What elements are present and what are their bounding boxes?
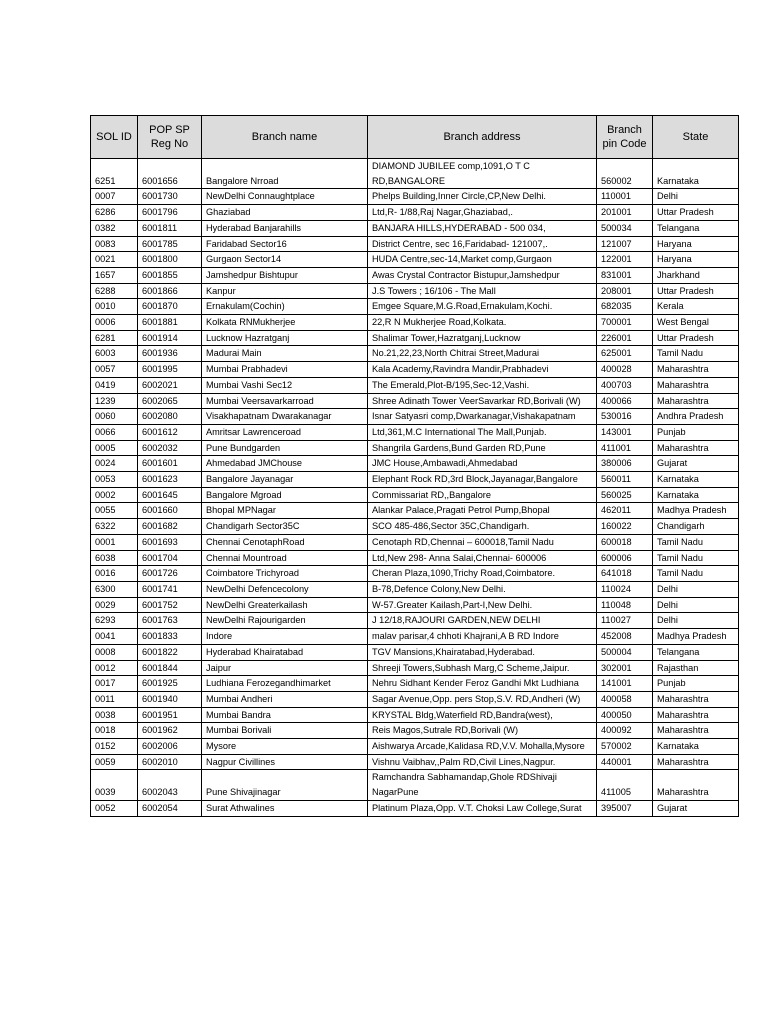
sol-id-cell: 0006 <box>91 315 138 331</box>
state-cell: Punjab <box>653 676 739 692</box>
branch-address-cell: Ltd,New 298- Anna Salai,Chennai- 600006 <box>368 550 597 566</box>
branch-name-cell: Ghaziabad <box>202 205 368 221</box>
branch-name-cell: Ludhiana Ferozegandhimarket <box>202 676 368 692</box>
branch-address-cell: Shreeji Towers,Subhash Marg,C Scheme,Jaipur. <box>368 660 597 676</box>
pop-sp-reg-no-cell: 6001623 <box>138 472 202 488</box>
table-row <box>91 377 739 393</box>
table-row <box>91 267 739 283</box>
sol-id-cell: 0021 <box>91 252 138 268</box>
branch-name-cell: Jamshedpur Bishtupur <box>202 267 368 283</box>
branch-address-cell: Shree Adinath Tower VeerSavarkar RD,Borivali (W) <box>368 393 597 409</box>
branch-address-cell: Reis Magos,Sutrale RD,Borivali (W) <box>368 723 597 739</box>
pop-sp-reg-no-cell: 6001741 <box>138 581 202 597</box>
pop-sp-reg-no-cell: 6002065 <box>138 393 202 409</box>
state-cell: Gujarat <box>653 800 739 816</box>
pop-sp-reg-no-cell: 6002021 <box>138 377 202 393</box>
pin-code-cell: 208001 <box>597 283 653 299</box>
sol-id-cell: 6003 <box>91 346 138 362</box>
table-row <box>91 205 739 221</box>
sol-id-cell: 6281 <box>91 330 138 346</box>
state-cell: Maharashtra <box>653 770 739 800</box>
branch-name-cell: NewDelhi Greaterkailash <box>202 597 368 613</box>
branch-address-cell: Nehru Sidhant Kender Feroz Gandhi Mkt Ludhiana <box>368 676 597 692</box>
pop-sp-reg-no-cell: 6001995 <box>138 362 202 378</box>
branch-address-cell: Aishwarya Arcade,Kalidasa RD,V.V. Mohalla,Mysore <box>368 739 597 755</box>
sol-id-cell: 0053 <box>91 472 138 488</box>
state-cell: Maharashtra <box>653 707 739 723</box>
state-cell: Karnataka <box>653 739 739 755</box>
state-cell: Gujarat <box>653 456 739 472</box>
pin-code-cell: 380006 <box>597 456 653 472</box>
pop-sp-reg-no-cell: 6002043 <box>138 770 202 800</box>
branch-address-cell: Ramchandra Sabhamandap,Ghole RDShivaji NagarPune <box>368 770 597 800</box>
branch-address-cell: Sagar Avenue,Opp. pers Stop,S.V. RD,Andheri (W) <box>368 691 597 707</box>
branch-address-cell: B-78,Defence Colony,New Delhi. <box>368 581 597 597</box>
branch-name-cell: Kolkata RNMukherjee <box>202 315 368 331</box>
pop-sp-reg-no-cell: 6001951 <box>138 707 202 723</box>
pop-sp-reg-no-cell: 6002054 <box>138 800 202 816</box>
branch-address-cell: BANJARA HILLS,HYDERABAD - 500 034, <box>368 220 597 236</box>
branch-name-cell: Bangalore Mgroad <box>202 487 368 503</box>
state-cell: Delhi <box>653 597 739 613</box>
pop-sp-reg-no-cell: 6001656 <box>138 159 202 189</box>
state-cell: Maharashtra <box>653 440 739 456</box>
sol-id-cell: 0419 <box>91 377 138 393</box>
pin-code-cell: 400703 <box>597 377 653 393</box>
table-row <box>91 283 739 299</box>
table-row <box>91 189 739 205</box>
branch-name-cell: Chennai CenotaphRoad <box>202 534 368 550</box>
branch-name-cell: Amritsar Lawrenceroad <box>202 424 368 440</box>
state-cell: Telangana <box>653 220 739 236</box>
pin-code-cell: 400058 <box>597 691 653 707</box>
pop-sp-reg-no-cell: 6001682 <box>138 519 202 535</box>
branch-name-cell: Pune Bundgarden <box>202 440 368 456</box>
branch-address-cell: malav parisar,4 chhoti Khajrani,A B RD Indore <box>368 629 597 645</box>
table-row <box>91 534 739 550</box>
pin-code-cell: 226001 <box>597 330 653 346</box>
table-row <box>91 472 739 488</box>
pop-sp-reg-no-cell: 6001925 <box>138 676 202 692</box>
table-row <box>91 519 739 535</box>
branch-address-cell: W-57.Greater Kailash,Part-I,New Delhi. <box>368 597 597 613</box>
pop-sp-reg-no-cell: 6001844 <box>138 660 202 676</box>
table-row <box>91 424 739 440</box>
pop-sp-reg-no-cell: 6001855 <box>138 267 202 283</box>
state-cell: Delhi <box>653 581 739 597</box>
pop-sp-reg-no-cell: 6001660 <box>138 503 202 519</box>
table-row <box>91 550 739 566</box>
pop-sp-reg-no-cell: 6001866 <box>138 283 202 299</box>
state-cell: Chandigarh <box>653 519 739 535</box>
branch-address-cell: SCO 485-486,Sector 35C,Chandigarh. <box>368 519 597 535</box>
branch-name-cell: Coimbatore Trichyroad <box>202 566 368 582</box>
state-cell: Tamil Nadu <box>653 346 739 362</box>
state-cell: Rajasthan <box>653 660 739 676</box>
branch-address-cell: The Emerald,Plot-B/195,Sec-12,Vashi. <box>368 377 597 393</box>
pin-code-cell: 201001 <box>597 205 653 221</box>
pop-sp-reg-no-cell: 6001785 <box>138 236 202 252</box>
sol-id-cell: 0001 <box>91 534 138 550</box>
branch-name-cell: Gurgaon Sector14 <box>202 252 368 268</box>
pin-code-cell: 143001 <box>597 424 653 440</box>
branch-address-cell: Cenotaph RD,Chennai – 600018,Tamil Nadu <box>368 534 597 550</box>
pin-code-cell: 160022 <box>597 519 653 535</box>
pop-sp-reg-no-cell: 6001612 <box>138 424 202 440</box>
pin-code-cell: 440001 <box>597 754 653 770</box>
sol-id-cell: 0057 <box>91 362 138 378</box>
header-row <box>91 116 739 159</box>
table-row <box>91 707 739 723</box>
branch-name-cell: Surat Athwalines <box>202 800 368 816</box>
branch-name-cell: Madurai Main <box>202 346 368 362</box>
header-pop-sp-reg-no: POP SP Reg No <box>138 116 202 159</box>
pin-code-cell: 560011 <box>597 472 653 488</box>
pop-sp-reg-no-cell: 6002032 <box>138 440 202 456</box>
table-row <box>91 346 739 362</box>
pin-code-cell: 570002 <box>597 739 653 755</box>
branch-name-cell: Mumbai Veersavarkarroad <box>202 393 368 409</box>
table-row <box>91 362 739 378</box>
pin-code-cell: 395007 <box>597 800 653 816</box>
sol-id-cell: 0024 <box>91 456 138 472</box>
sol-id-cell: 6300 <box>91 581 138 597</box>
branch-name-cell: Mysore <box>202 739 368 755</box>
branch-name-cell: NewDelhi Rajourigarden <box>202 613 368 629</box>
sol-id-cell: 0010 <box>91 299 138 315</box>
pop-sp-reg-no-cell: 6001940 <box>138 691 202 707</box>
pop-sp-reg-no-cell: 6001870 <box>138 299 202 315</box>
header-branch-pin-code: Branch pin Code <box>597 116 653 159</box>
header-state: State <box>653 116 739 159</box>
state-cell: Delhi <box>653 613 739 629</box>
table-row <box>91 800 739 816</box>
table-row <box>91 330 739 346</box>
branch-name-cell: Nagpur Civillines <box>202 754 368 770</box>
branch-name-cell: Mumbai Borivali <box>202 723 368 739</box>
branch-name-cell: Ahmedabad JMChouse <box>202 456 368 472</box>
branch-name-cell: NewDelhi Connaughtplace <box>202 189 368 205</box>
branch-address-cell: No.21,22,23,North Chitrai Street,Madurai <box>368 346 597 362</box>
table-row <box>91 597 739 613</box>
table-row <box>91 159 739 189</box>
sol-id-cell: 0007 <box>91 189 138 205</box>
sol-id-cell: 0039 <box>91 770 138 800</box>
table-row <box>91 236 739 252</box>
branch-name-cell: Mumbai Andheri <box>202 691 368 707</box>
pin-code-cell: 302001 <box>597 660 653 676</box>
pin-code-cell: 141001 <box>597 676 653 692</box>
branch-address-cell: TGV Mansions,Khairatabad,Hyderabad. <box>368 644 597 660</box>
pop-sp-reg-no-cell: 6001822 <box>138 644 202 660</box>
pin-code-cell: 110001 <box>597 189 653 205</box>
branch-address-cell: DIAMOND JUBILEE comp,1091,O T C RD,BANGALORE <box>368 159 597 189</box>
pin-code-cell: 400092 <box>597 723 653 739</box>
state-cell: Tamil Nadu <box>653 550 739 566</box>
pop-sp-reg-no-cell: 6001693 <box>138 534 202 550</box>
state-cell: Uttar Pradesh <box>653 205 739 221</box>
state-cell: Uttar Pradesh <box>653 283 739 299</box>
pop-sp-reg-no-cell: 6001726 <box>138 566 202 582</box>
branch-address-cell: Alankar Palace,Pragati Petrol Pump,Bhopal <box>368 503 597 519</box>
sol-id-cell: 1239 <box>91 393 138 409</box>
table-row <box>91 660 739 676</box>
pin-code-cell: 700001 <box>597 315 653 331</box>
pin-code-cell: 452008 <box>597 629 653 645</box>
state-cell: Kerala <box>653 299 739 315</box>
state-cell: Delhi <box>653 189 739 205</box>
pin-code-cell: 500004 <box>597 644 653 660</box>
branch-address-cell: Commissariat RD,,Bangalore <box>368 487 597 503</box>
table-row <box>91 440 739 456</box>
branch-address-cell: Ltd,361,M.C International The Mall,Punjab. <box>368 424 597 440</box>
sol-id-cell: 0018 <box>91 723 138 739</box>
sol-id-cell: 6038 <box>91 550 138 566</box>
table-row <box>91 409 739 425</box>
branch-name-cell: Faridabad Sector16 <box>202 236 368 252</box>
pin-code-cell: 400066 <box>597 393 653 409</box>
sol-id-cell: 0055 <box>91 503 138 519</box>
state-cell: Maharashtra <box>653 691 739 707</box>
sol-id-cell: 0017 <box>91 676 138 692</box>
branch-address-cell: Emgee Square,M.G.Road,Ernakulam,Kochi. <box>368 299 597 315</box>
pin-code-cell: 121007 <box>597 236 653 252</box>
branch-name-cell: Mumbai Prabhadevi <box>202 362 368 378</box>
state-cell: Andhra Pradesh <box>653 409 739 425</box>
pop-sp-reg-no-cell: 6001752 <box>138 597 202 613</box>
sol-id-cell: 1657 <box>91 267 138 283</box>
branch-name-cell: Chandigarh Sector35C <box>202 519 368 535</box>
pop-sp-reg-no-cell: 6001962 <box>138 723 202 739</box>
branch-address-cell: KRYSTAL Bldg,Waterfield RD,Bandra(west), <box>368 707 597 723</box>
sol-id-cell: 0060 <box>91 409 138 425</box>
branch-name-cell: Ernakulam(Cochin) <box>202 299 368 315</box>
branch-name-cell: Bangalore Jayanagar <box>202 472 368 488</box>
table-row <box>91 739 739 755</box>
pop-sp-reg-no-cell: 6002080 <box>138 409 202 425</box>
table-row <box>91 456 739 472</box>
sol-id-cell: 0005 <box>91 440 138 456</box>
branch-address-cell: District Centre, sec 16,Faridabad- 121007,. <box>368 236 597 252</box>
state-cell: Haryana <box>653 252 739 268</box>
state-cell: Maharashtra <box>653 393 739 409</box>
pin-code-cell: 411001 <box>597 440 653 456</box>
pop-sp-reg-no-cell: 6001833 <box>138 629 202 645</box>
branch-address-cell: J.S Towers ; 16/106 - The Mall <box>368 283 597 299</box>
sol-id-cell: 0038 <box>91 707 138 723</box>
table-row <box>91 393 739 409</box>
branch-name-cell: Jaipur <box>202 660 368 676</box>
pop-sp-reg-no-cell: 6001796 <box>138 205 202 221</box>
table-row <box>91 754 739 770</box>
pin-code-cell: 641018 <box>597 566 653 582</box>
state-cell: Punjab <box>653 424 739 440</box>
sol-id-cell: 6322 <box>91 519 138 535</box>
state-cell: Madhya Pradesh <box>653 503 739 519</box>
branch-name-cell: Hyderabad Banjarahills <box>202 220 368 236</box>
branch-address-cell: Phelps Building,Inner Circle,CP,New Delhi. <box>368 189 597 205</box>
branch-address-cell: Shalimar Tower,Hazratganj,Lucknow <box>368 330 597 346</box>
table-row <box>91 644 739 660</box>
pop-sp-reg-no-cell: 6001811 <box>138 220 202 236</box>
branch-address-cell: Platinum Plaza,Opp. V.T. Choksi Law College,Surat <box>368 800 597 816</box>
header-branch-name: Branch name <box>202 116 368 159</box>
branch-address-cell: Vishnu Vaibhav,,Palm RD,Civil Lines,Nagpur. <box>368 754 597 770</box>
pin-code-cell: 500034 <box>597 220 653 236</box>
sol-id-cell: 0059 <box>91 754 138 770</box>
pin-code-cell: 600006 <box>597 550 653 566</box>
state-cell: Maharashtra <box>653 377 739 393</box>
state-cell: Karnataka <box>653 472 739 488</box>
sol-id-cell: 6288 <box>91 283 138 299</box>
branch-address-cell: JMC House,Ambawadi,Ahmedabad <box>368 456 597 472</box>
branch-name-cell: Chennai Mountroad <box>202 550 368 566</box>
branch-address-cell: Ltd,R- 1/88,Raj Nagar,Ghaziabad,. <box>368 205 597 221</box>
branch-name-cell: Hyderabad Khairatabad <box>202 644 368 660</box>
state-cell: Uttar Pradesh <box>653 330 739 346</box>
table-row <box>91 770 739 800</box>
pin-code-cell: 400050 <box>597 707 653 723</box>
sol-id-cell: 0016 <box>91 566 138 582</box>
state-cell: Jharkhand <box>653 267 739 283</box>
branch-name-cell: Kanpur <box>202 283 368 299</box>
branch-table <box>90 115 739 817</box>
table-row <box>91 723 739 739</box>
pin-code-cell: 110024 <box>597 581 653 597</box>
pin-code-cell: 682035 <box>597 299 653 315</box>
state-cell: Maharashtra <box>653 362 739 378</box>
table-row <box>91 220 739 236</box>
pin-code-cell: 560002 <box>597 159 653 189</box>
pin-code-cell: 110027 <box>597 613 653 629</box>
state-cell: Maharashtra <box>653 754 739 770</box>
branch-name-cell: Lucknow Hazratganj <box>202 330 368 346</box>
branch-name-cell: NewDelhi Defencecolony <box>202 581 368 597</box>
state-cell: Haryana <box>653 236 739 252</box>
pop-sp-reg-no-cell: 6001881 <box>138 315 202 331</box>
sol-id-cell: 0152 <box>91 739 138 755</box>
pop-sp-reg-no-cell: 6002010 <box>138 754 202 770</box>
pin-code-cell: 400028 <box>597 362 653 378</box>
sol-id-cell: 0029 <box>91 597 138 613</box>
state-cell: Telangana <box>653 644 739 660</box>
pop-sp-reg-no-cell: 6002006 <box>138 739 202 755</box>
sol-id-cell: 6251 <box>91 159 138 189</box>
sol-id-cell: 0011 <box>91 691 138 707</box>
branch-table-container <box>90 115 739 817</box>
sol-id-cell: 0002 <box>91 487 138 503</box>
header-branch-address: Branch address <box>368 116 597 159</box>
state-cell: Tamil Nadu <box>653 534 739 550</box>
branch-address-cell: Isnar Satyasri comp,Dwarkanagar,Vishakapatnam <box>368 409 597 425</box>
table-row <box>91 629 739 645</box>
table-row <box>91 676 739 692</box>
state-cell: West Bengal <box>653 315 739 331</box>
branch-address-cell: 22,R N Mukherjee Road,Kolkata. <box>368 315 597 331</box>
table-row <box>91 566 739 582</box>
state-cell: Maharashtra <box>653 723 739 739</box>
branch-name-cell: Mumbai Vashi Sec12 <box>202 377 368 393</box>
state-cell: Tamil Nadu <box>653 566 739 582</box>
pop-sp-reg-no-cell: 6001730 <box>138 189 202 205</box>
header-sol-id: SOL ID <box>91 116 138 159</box>
branch-name-cell: Indore <box>202 629 368 645</box>
pin-code-cell: 462011 <box>597 503 653 519</box>
pin-code-cell: 411005 <box>597 770 653 800</box>
branch-address-cell: HUDA Centre,sec-14,Market comp,Gurgaon <box>368 252 597 268</box>
pop-sp-reg-no-cell: 6001914 <box>138 330 202 346</box>
pop-sp-reg-no-cell: 6001704 <box>138 550 202 566</box>
pop-sp-reg-no-cell: 6001645 <box>138 487 202 503</box>
pop-sp-reg-no-cell: 6001601 <box>138 456 202 472</box>
sol-id-cell: 0083 <box>91 236 138 252</box>
table-body <box>91 159 739 817</box>
sol-id-cell: 0012 <box>91 660 138 676</box>
pin-code-cell: 831001 <box>597 267 653 283</box>
sol-id-cell: 0066 <box>91 424 138 440</box>
table-row <box>91 487 739 503</box>
table-row <box>91 252 739 268</box>
branch-address-cell: Shangrila Gardens,Bund Garden RD,Pune <box>368 440 597 456</box>
table-row <box>91 503 739 519</box>
branch-name-cell: Mumbai Bandra <box>202 707 368 723</box>
pin-code-cell: 110048 <box>597 597 653 613</box>
sol-id-cell: 0041 <box>91 629 138 645</box>
branch-address-cell: Kala Academy,Ravindra Mandir,Prabhadevi <box>368 362 597 378</box>
branch-name-cell: Visakhapatnam Dwarakanagar <box>202 409 368 425</box>
state-cell: Karnataka <box>653 487 739 503</box>
state-cell: Madhya Pradesh <box>653 629 739 645</box>
pin-code-cell: 625001 <box>597 346 653 362</box>
branch-name-cell: Pune Shivajinagar <box>202 770 368 800</box>
pin-code-cell: 600018 <box>597 534 653 550</box>
state-cell: Karnataka <box>653 159 739 189</box>
branch-name-cell: Bangalore Nrroad <box>202 159 368 189</box>
branch-address-cell: Awas Crystal Contractor Bistupur,Jamshedpur <box>368 267 597 283</box>
table-row <box>91 315 739 331</box>
pop-sp-reg-no-cell: 6001763 <box>138 613 202 629</box>
pin-code-cell: 530016 <box>597 409 653 425</box>
pin-code-cell: 122001 <box>597 252 653 268</box>
sol-id-cell: 0008 <box>91 644 138 660</box>
pin-code-cell: 560025 <box>597 487 653 503</box>
sol-id-cell: 6293 <box>91 613 138 629</box>
sol-id-cell: 0052 <box>91 800 138 816</box>
branch-address-cell: J 12/18,RAJOURI GARDEN,NEW DELHI <box>368 613 597 629</box>
pop-sp-reg-no-cell: 6001936 <box>138 346 202 362</box>
table-row <box>91 691 739 707</box>
branch-address-cell: Elephant Rock RD,3rd Block,Jayanagar,Bangalore <box>368 472 597 488</box>
table-row <box>91 299 739 315</box>
branch-address-cell: Cheran Plaza,1090,Trichy Road,Coimbatore. <box>368 566 597 582</box>
sol-id-cell: 6286 <box>91 205 138 221</box>
pop-sp-reg-no-cell: 6001800 <box>138 252 202 268</box>
branch-name-cell: Bhopal MPNagar <box>202 503 368 519</box>
sol-id-cell: 0382 <box>91 220 138 236</box>
table-row <box>91 581 739 597</box>
table-row <box>91 613 739 629</box>
